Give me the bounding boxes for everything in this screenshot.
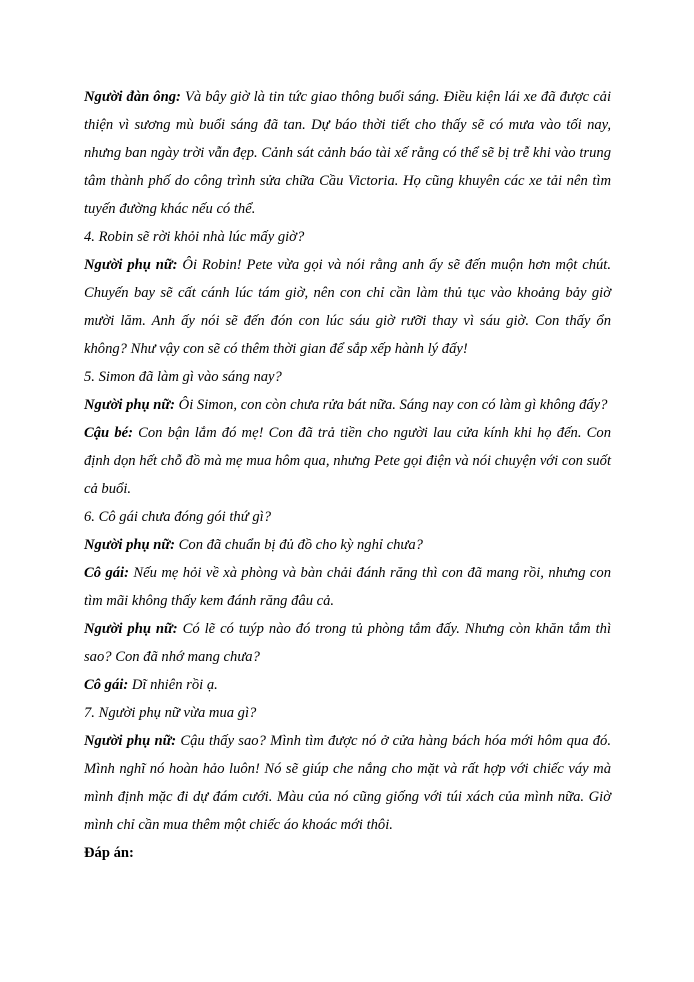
dialogue-text: Nếu mẹ hỏi về xà phòng và bàn chải đánh răng thì con đã mang rồi, nhưng con tìm mãi không thấy kem đánh răng đâu cả. <box>84 565 611 609</box>
speaker-label: Cậu bé: <box>84 425 133 441</box>
speaker-label: Người phụ nữ: <box>84 621 178 637</box>
dialogue-paragraph <box>84 251 611 363</box>
speaker-label: Cô gái: <box>84 677 129 693</box>
dialogue-paragraph <box>84 671 611 699</box>
dialogue-paragraph <box>84 559 611 615</box>
question-4: 4. Robin sẽ rời khỏi nhà lúc mấy giờ? <box>84 229 305 245</box>
dialogue-text: Con đã chuẩn bị đủ đồ cho kỳ nghỉ chưa? <box>175 537 423 553</box>
question-6: 6. Cô gái chưa đóng gói thứ gì? <box>84 509 271 525</box>
speaker-label: Người phụ nữ: <box>84 397 176 413</box>
speaker-label: Người phụ nữ: <box>84 537 176 553</box>
dialogue-paragraph <box>84 419 611 503</box>
dialogue-text: Và bây giờ là tin tức giao thông buổi sáng. Điều kiện lái xe đã được cải thiện vì sương mù buổi sáng đã tan. Dự báo thời tiết cho thấy sẽ có mưa vào tối nay, nhưng ban ngày trời vẫn đẹp. Cảnh sát cảnh báo tài xế rằng có thể sẽ bị trễ khi vào trung tâm thành phố do công trình sửa chữa Cầu Victoria. Họ cũng khuyên các xe tải nên tìm tuyến đường khác nếu có thể. <box>84 89 612 217</box>
dialogue-paragraph <box>84 531 611 559</box>
speaker-label: Người phụ nữ: <box>84 257 178 273</box>
speaker-label: Cô gái: <box>84 565 129 581</box>
answer-label: Đáp án: <box>84 845 134 861</box>
speaker-label: Người đàn ông: <box>84 89 181 105</box>
dialogue-text: Có lẽ có tuýp nào đó trong tủ phòng tắm đấy. Nhưng còn khăn tắm thì sao? Con đã nhớ mang chưa? <box>84 621 611 665</box>
dialogue-paragraph <box>84 727 611 839</box>
dialogue-paragraph <box>84 83 611 223</box>
speaker-label: Người phụ nữ: <box>84 733 177 749</box>
dialogue-text: Cậu thấy sao? Mình tìm được nó ở cửa hàng bách hóa mới hôm qua đó. Mình nghĩ nó hoàn hảo luôn! Nó sẽ giúp che nắng cho mặt và rất hợp với chiếc váy mà mình định mặc đi dự đám cưới. Màu của nó cũng giống với túi xách của mình nữa. Giờ mình chỉ cần mua thêm một chiếc áo khoác mới thôi. <box>84 733 611 833</box>
answer-heading <box>84 839 611 867</box>
dialogue-text: Ôi Robin! Pete vừa gọi và nói rằng anh ấy sẽ đến muộn hơn một chút. Chuyến bay sẽ cất cánh lúc tám giờ, nên con chỉ cần làm thủ tục vào khoảng bảy giờ mười lăm. Anh ấy nói sẽ đến đón con lúc sáu giờ rưỡi thay vì sáu giờ. Con thấy ổn không? Như vậy con sẽ có thêm thời gian để sắp xếp hành lý đấy! <box>84 257 611 357</box>
dialogue-text: Ôi Simon, con còn chưa rửa bát nữa. Sáng nay con có làm gì không đấy? <box>175 397 608 413</box>
question-5: 5. Simon đã làm gì vào sáng nay? <box>84 369 282 385</box>
dialogue-text: Dĩ nhiên rồi ạ. <box>128 677 218 693</box>
document-page <box>84 83 611 867</box>
dialogue-paragraph <box>84 615 611 671</box>
dialogue-paragraph <box>84 391 611 419</box>
dialogue-text: Con bận lắm đó mẹ! Con đã trả tiền cho người lau cửa kính khi họ đến. Con định dọn hết chỗ đồ mà mẹ mua hôm qua, nhưng Pete gọi điện và nói chuyện với con suốt cả buổi. <box>84 425 611 497</box>
question-7: 7. Người phụ nữ vừa mua gì? <box>84 705 257 721</box>
